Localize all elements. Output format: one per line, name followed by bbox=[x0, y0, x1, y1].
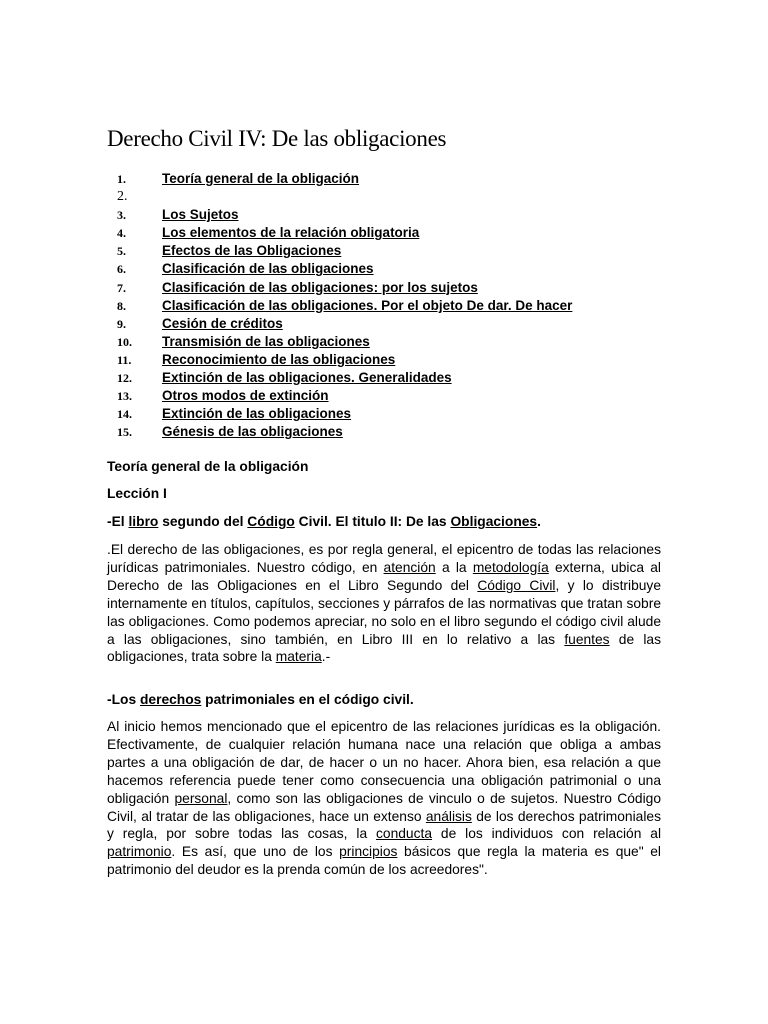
toc-link[interactable]: Extinción de las obligaciones bbox=[162, 406, 352, 422]
toc-item bbox=[107, 207, 667, 225]
conducta-link[interactable]: conducta bbox=[376, 826, 433, 842]
toc-number: 13. bbox=[117, 389, 132, 404]
toc-item bbox=[107, 352, 667, 370]
toc-number: 5. bbox=[117, 244, 126, 259]
toc-number: 4. bbox=[117, 226, 126, 241]
toc-item bbox=[107, 424, 667, 442]
toc-item bbox=[107, 298, 667, 316]
toc-link[interactable]: Génesis de las obligaciones bbox=[162, 424, 343, 440]
toc-number: 8. bbox=[117, 298, 126, 313]
document-title: Derecho Civil IV: De las obligaciones bbox=[107, 126, 447, 151]
toc-number: 2. bbox=[117, 189, 128, 205]
paragraph-derecho-obligaciones bbox=[107, 541, 661, 666]
section-heading: Teoría general de la obligación bbox=[107, 459, 309, 474]
analisis-link[interactable]: análisis bbox=[425, 808, 472, 824]
principios-link[interactable]: principios bbox=[339, 844, 398, 860]
subheading-text: -El bbox=[107, 514, 129, 529]
toc-item bbox=[107, 243, 667, 261]
toc-item bbox=[107, 316, 667, 334]
toc-item bbox=[107, 171, 667, 189]
toc-number: 6. bbox=[117, 262, 126, 277]
toc-item bbox=[107, 334, 667, 352]
paragraph-text: externa, ubica al Derecho de las Obligaciones en el Libro Segundo del bbox=[107, 559, 661, 593]
paragraph-text: .El derecho de las obligaciones, es por regla general, el epicentro de todas las relaciones jurídicas patrimoniales. Nuestro código, en bbox=[107, 542, 661, 575]
toc-link[interactable]: Efectos de las Obligaciones bbox=[162, 243, 342, 259]
toc-number: 14. bbox=[117, 407, 132, 422]
toc-number: 12. bbox=[117, 371, 132, 386]
subheading-derechos-patrimoniales bbox=[107, 692, 414, 707]
toc-number: 15. bbox=[117, 425, 132, 440]
paragraph-text: , y lo distribuye internamente en títulos, capítulos, secciones y párrafos de las normativas que tratan sobre las obligaciones. Como podemos apreciar, no solo en el libro segundo el código civil alude a las obligaciones, sino también, en Libro III en lo relativo a las bbox=[107, 577, 661, 647]
toc-number: 10. bbox=[117, 334, 132, 349]
paragraph-text: Al inicio hemos mencionado que el epicentro de las relaciones jurídicas es la obligación. Efectivamente, de cualquier relación humana nace una relación que obliga a ambas partes a una obligación de dar, de hacer o un no hacer. Ahora bien, esa relación a que hacemos referencia puede tener como consecuencia una obligación patrimonial o una obligación bbox=[107, 719, 661, 806]
toc-link[interactable]: Transmisión de las obligaciones bbox=[162, 333, 370, 349]
toc-number: 7. bbox=[117, 280, 126, 295]
personal-link[interactable]: personal bbox=[174, 790, 228, 806]
paragraph-text: .- bbox=[321, 649, 331, 665]
toc-link[interactable]: Los Sujetos bbox=[162, 207, 239, 223]
metodologia-link[interactable]: metodología bbox=[472, 559, 549, 575]
subheading-text: Civil. El titulo II: De las bbox=[294, 514, 451, 529]
subheading-text: -Los bbox=[107, 692, 140, 707]
toc-item bbox=[107, 280, 667, 298]
paragraph-derechos-patrimoniales bbox=[107, 718, 661, 879]
toc-link[interactable]: Cesión de créditos bbox=[162, 315, 283, 331]
obligaciones-link[interactable]: Obligaciones bbox=[450, 514, 538, 529]
paragraph-text: , como son las obligaciones de vinculo o de sujetos. Nuestro Código Civil, al tratar de las obligaciones, hace un extenso bbox=[107, 790, 662, 824]
toc-item bbox=[107, 189, 667, 207]
paragraph-text: de las obligaciones, trata sobre la bbox=[107, 631, 661, 665]
libro-link[interactable]: libro bbox=[128, 514, 159, 529]
table-of-contents bbox=[107, 171, 667, 442]
toc-item bbox=[107, 370, 667, 388]
fuentes-link[interactable]: fuentes bbox=[564, 631, 610, 647]
paragraph-text: . Es así, que uno de los bbox=[171, 844, 340, 860]
toc-link[interactable]: Los elementos de la relación obligatoria bbox=[162, 225, 420, 241]
codigo-civil-link[interactable]: Código Civil bbox=[477, 577, 556, 593]
toc-number: 1. bbox=[117, 172, 126, 186]
subheading-libro-segundo bbox=[107, 514, 541, 529]
paragraph-text: de los derechos patrimoniales y regla, por sobre todas las cosas, la bbox=[107, 808, 661, 842]
paragraph-text: de los individuos con relación al bbox=[432, 826, 662, 842]
toc-item bbox=[107, 225, 667, 243]
toc-item bbox=[107, 388, 667, 406]
toc-link[interactable]: Clasificación de las obligaciones. Por el objeto De dar. De hacer bbox=[162, 297, 573, 313]
toc-link[interactable]: Teoría general de la obligación bbox=[162, 171, 360, 186]
atencion-link[interactable]: atención bbox=[383, 559, 436, 575]
toc-link[interactable]: Extinción de las obligaciones. Generalidades bbox=[162, 370, 452, 386]
derechos-link[interactable]: derechos bbox=[139, 692, 202, 707]
toc-number: 11. bbox=[117, 352, 132, 367]
subheading-text: patrimoniales en el código civil. bbox=[201, 692, 414, 707]
patrimonio-link[interactable]: patrimonio bbox=[107, 844, 172, 860]
codigo-link[interactable]: Código bbox=[247, 514, 295, 529]
toc-number: 9. bbox=[117, 316, 126, 331]
toc-item bbox=[107, 406, 667, 424]
materia-link[interactable]: materia bbox=[275, 649, 322, 665]
subheading-text: . bbox=[537, 514, 541, 529]
toc-link[interactable]: Clasificación de las obligaciones bbox=[162, 261, 374, 277]
toc-number: 3. bbox=[117, 208, 126, 223]
toc-item bbox=[107, 261, 667, 279]
paragraph-text: básicos que regla la materia es que" el patrimonio del deudor es la prenda común de los acreedores". bbox=[107, 844, 661, 878]
toc-link[interactable]: Clasificación de las obligaciones: por los sujetos bbox=[162, 279, 478, 295]
lesson-heading: Lección I bbox=[107, 486, 167, 501]
toc-link[interactable]: Otros modos de extinción bbox=[162, 388, 329, 404]
subheading-text: segundo del bbox=[158, 514, 248, 529]
paragraph-text: a la bbox=[435, 559, 473, 575]
toc-link[interactable]: Reconocimiento de las obligaciones bbox=[162, 351, 396, 367]
